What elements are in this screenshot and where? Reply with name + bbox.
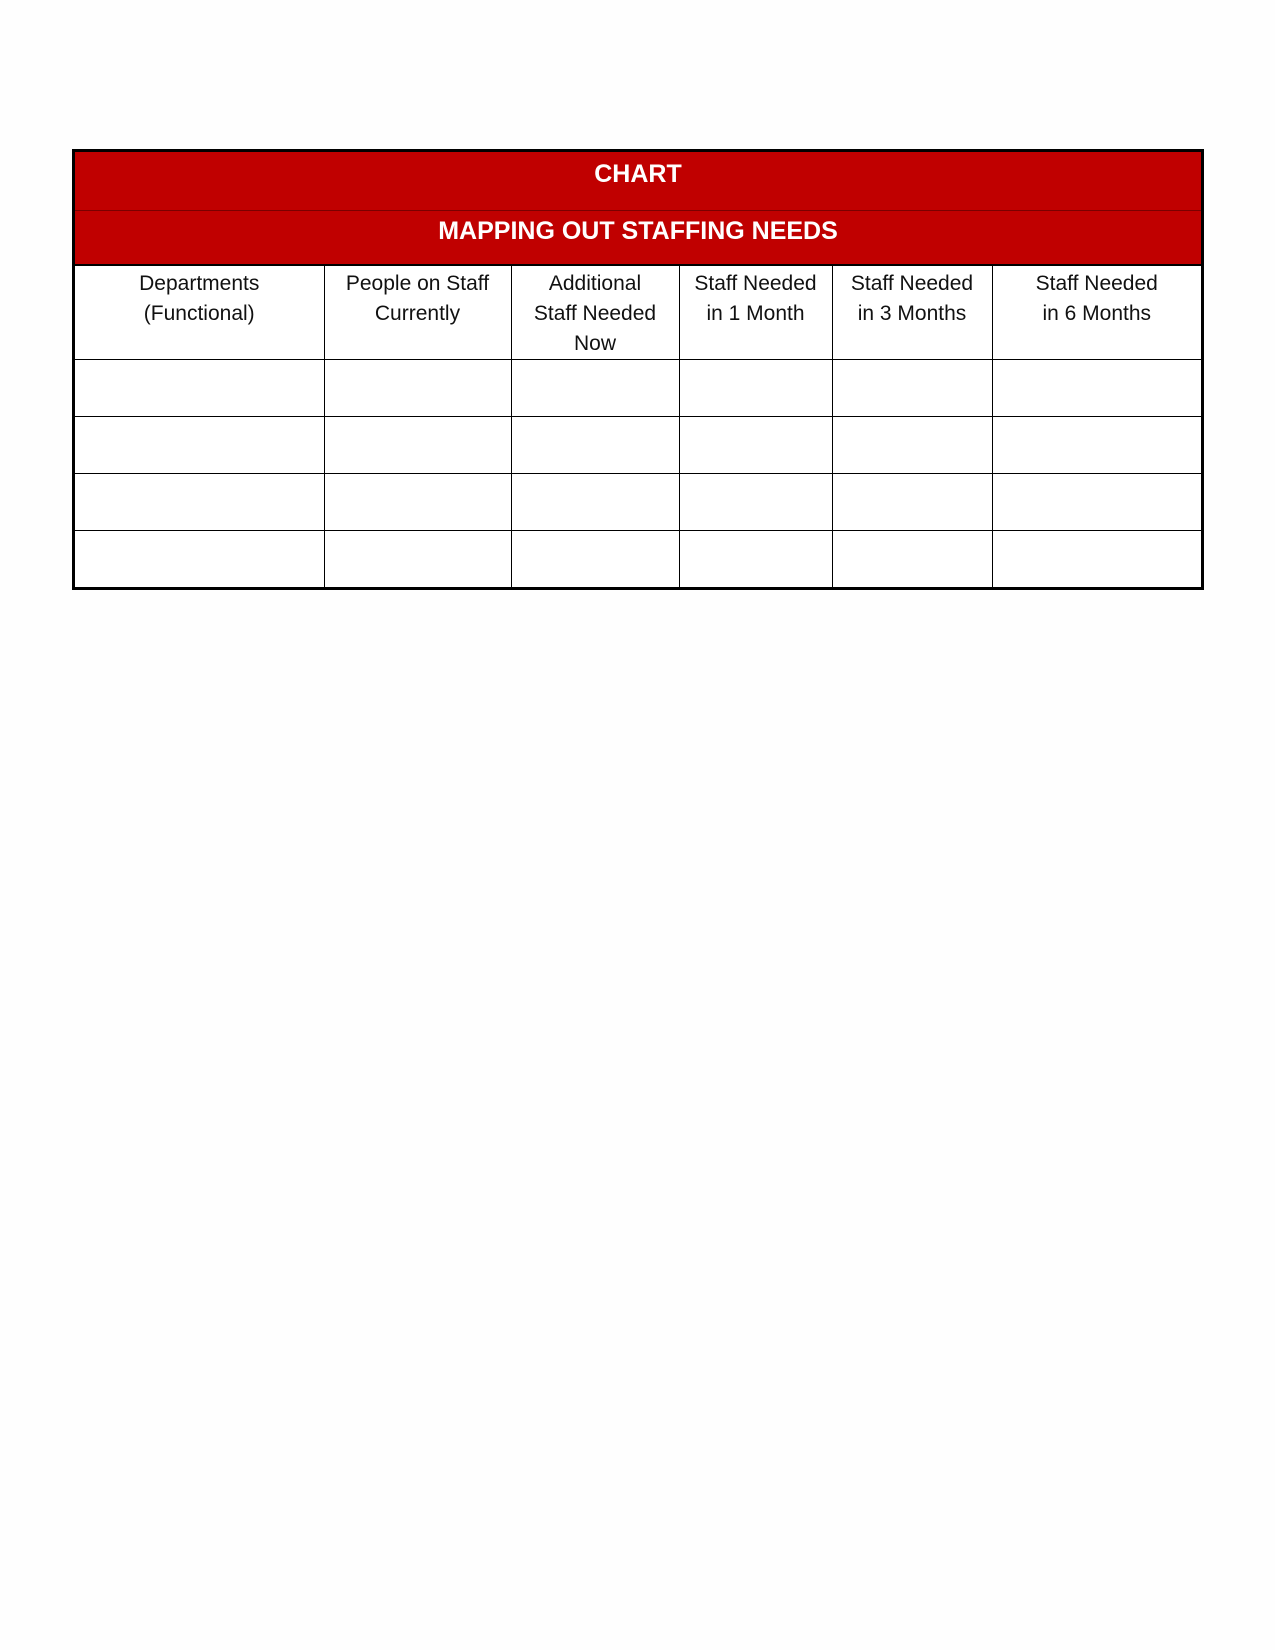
table-cell[interactable]: [511, 531, 679, 588]
column-header-label: Staff Needed in 1 Month: [694, 272, 817, 325]
column-header-label: People on Staff Currently: [345, 272, 490, 325]
table-cell[interactable]: [75, 474, 324, 531]
table-cell[interactable]: [75, 417, 324, 474]
table-cell[interactable]: [324, 531, 511, 588]
table-cell[interactable]: [992, 417, 1201, 474]
chart-title: CHART: [75, 152, 1201, 211]
table-cell[interactable]: [679, 531, 832, 588]
table-cell[interactable]: [679, 360, 832, 417]
table-cell[interactable]: [75, 360, 324, 417]
column-header-label: Staff Needed in 3 Months: [850, 272, 974, 325]
table-cell[interactable]: [679, 417, 832, 474]
table-cell[interactable]: [832, 360, 992, 417]
table-cell[interactable]: [992, 474, 1201, 531]
table-cell[interactable]: [324, 417, 511, 474]
column-header-people-on-staff: [324, 266, 511, 360]
table-cell[interactable]: [679, 474, 832, 531]
table-cell[interactable]: [324, 474, 511, 531]
table-row: [75, 360, 1201, 417]
table-cell[interactable]: [511, 417, 679, 474]
table-cell[interactable]: [832, 531, 992, 588]
staffing-table: [75, 266, 1201, 587]
column-header-label: Departments (Functional): [139, 272, 260, 325]
table-cell[interactable]: [992, 360, 1201, 417]
table-row: [75, 531, 1201, 588]
chart-subtitle: MAPPING OUT STAFFING NEEDS: [75, 211, 1201, 266]
column-header-additional-staff: [511, 266, 679, 360]
column-header-departments: [75, 266, 324, 360]
table-header-row: [75, 266, 1201, 360]
table-row: [75, 474, 1201, 531]
table-row: [75, 417, 1201, 474]
table-cell[interactable]: [511, 360, 679, 417]
column-header-label: Staff Needed in 6 Months: [1035, 272, 1158, 325]
table-cell[interactable]: [324, 360, 511, 417]
column-header-6-months: [992, 266, 1201, 360]
table-cell[interactable]: [992, 531, 1201, 588]
column-header-label: Additional Staff Needed Now: [533, 272, 657, 355]
column-header-1-month: [679, 266, 832, 360]
staffing-chart: [72, 149, 1204, 590]
table-cell[interactable]: [511, 474, 679, 531]
table-cell[interactable]: [832, 474, 992, 531]
table-cell[interactable]: [832, 417, 992, 474]
column-header-3-months: [832, 266, 992, 360]
table-cell[interactable]: [75, 531, 324, 588]
